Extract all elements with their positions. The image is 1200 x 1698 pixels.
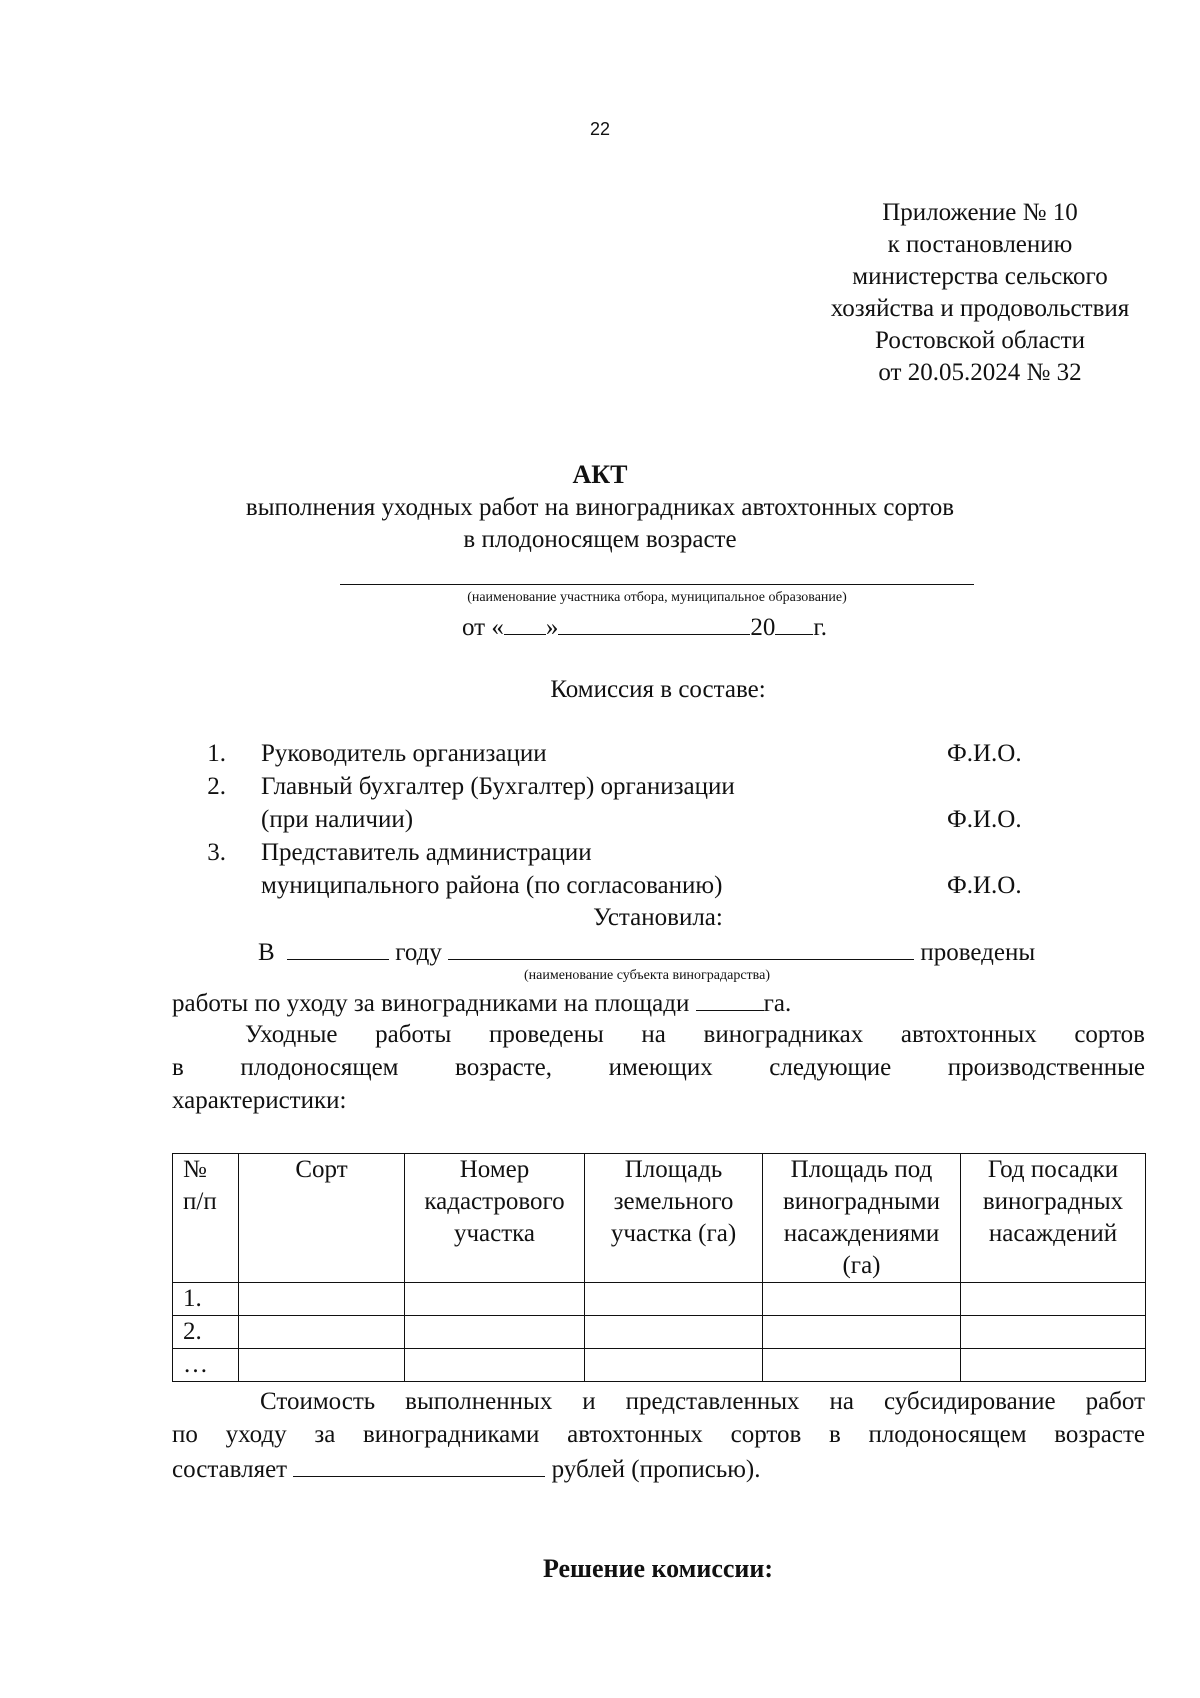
member-row-continued (0, 804, 1200, 837)
paragraph-2-line2: по уходу за виноградниками автохтонных сортов в плодоносящем возрасте (172, 1421, 1145, 1448)
table-row (173, 1349, 1146, 1382)
page-number: 22 (589, 119, 611, 139)
participant-caption: (наименование участника отбора, муниципальное образование) (467, 590, 847, 605)
act-title (0, 458, 1200, 556)
table-cell (239, 1349, 405, 1382)
decision-heading: Решение комиссии: (542, 1554, 774, 1583)
member-role: (при наличии) (261, 806, 414, 833)
table-cell (585, 1283, 763, 1316)
table-cell (763, 1316, 961, 1349)
row-number: … (173, 1349, 239, 1382)
member-row (0, 771, 1200, 804)
member-fio: Ф.И.О. (947, 740, 1022, 767)
member-fio: Ф.И.О. (947, 872, 1022, 899)
member-number: 1. (207, 740, 226, 767)
paragraph-2-line1: Стоимость выполненных и представленных на субсидирование работ (260, 1388, 1145, 1415)
member-row-continued (0, 870, 1200, 903)
member-number: 2. (207, 773, 226, 800)
table-cell (239, 1316, 405, 1349)
appendix-header (710, 197, 1200, 389)
table-cell (763, 1349, 961, 1382)
appendix-line: к постановлению (887, 231, 1073, 258)
table-cell (405, 1283, 585, 1316)
column-header: Площадь под виноградными насаждениями (га) (763, 1154, 961, 1283)
table-header-row (173, 1154, 1146, 1283)
table-cell (585, 1316, 763, 1349)
member-role: Представитель администрации (261, 839, 592, 866)
carried-word: проведены (920, 939, 1036, 966)
appendix-line: хозяйства и продовольствия (830, 295, 1130, 322)
cost-prefix: составляет (172, 1456, 288, 1483)
paragraph-1-line3: характеристики: (172, 1087, 347, 1114)
in-word: В (258, 939, 275, 966)
date-mid: » (545, 614, 559, 641)
area-text: работы по уходу за виноградниками на площади (172, 990, 690, 1017)
column-header: № п/п (173, 1154, 239, 1283)
table-row (173, 1283, 1146, 1316)
table-cell (405, 1316, 585, 1349)
member-fio: Ф.И.О. (947, 806, 1022, 833)
table-cell (763, 1283, 961, 1316)
appendix-line: Ростовской области (875, 327, 1085, 354)
paragraph-1-line1: Уходные работы проведены на виноградниках автохтонных сортов (245, 1021, 1145, 1048)
member-role: Главный бухгалтер (Бухгалтер) организации (261, 773, 735, 800)
date-suffix: г. (813, 614, 828, 641)
characteristics-table (172, 1153, 1146, 1382)
date-year-prefix: 20 (750, 614, 776, 641)
act-subtitle-line2: в плодоносящем возрасте (463, 526, 737, 553)
member-row (0, 837, 1200, 870)
table-cell (585, 1349, 763, 1382)
cost-suffix: рублей (прописью). (551, 1456, 761, 1483)
year-word: году (395, 939, 442, 966)
table-cell (405, 1349, 585, 1382)
member-role: Руководитель организации (261, 740, 547, 767)
member-role: муниципального района (по согласованию) (261, 872, 723, 899)
column-header: Площадь земельного участка (га) (585, 1154, 763, 1283)
member-number: 3. (207, 839, 226, 866)
table-cell (239, 1283, 405, 1316)
area-unit: га. (763, 990, 792, 1017)
row-number: 1. (173, 1283, 239, 1316)
area-line (172, 986, 791, 1020)
member-row (0, 738, 1200, 771)
appendix-line: Приложение № 10 (882, 199, 1078, 226)
table-cell (961, 1316, 1146, 1349)
established-heading: Установила: (593, 904, 723, 931)
established-line (258, 935, 1035, 969)
act-subtitle-line1: выполнения уходных работ на виноградниках автохтонных сортов (245, 494, 955, 521)
row-number: 2. (173, 1316, 239, 1349)
table-cell (961, 1349, 1146, 1382)
table-row (173, 1316, 1146, 1349)
appendix-line: министерства сельского (852, 263, 1108, 290)
table-cell (961, 1283, 1146, 1316)
date-line (462, 610, 827, 644)
participant-blank-line (340, 584, 974, 585)
act-heading: АКТ (572, 460, 628, 489)
date-prefix: от « (462, 614, 504, 641)
column-header: Год посадки виноградных насаждений (961, 1154, 1146, 1283)
column-header: Номер кадастрового участка (405, 1154, 585, 1283)
paragraph-2-line3 (172, 1452, 760, 1486)
column-header: Сорт (239, 1154, 405, 1283)
subject-caption: (наименование субъекта виноградарства) (524, 968, 770, 983)
appendix-line: от 20.05.2024 № 32 (878, 359, 1082, 386)
commission-heading: Комиссия в составе: (550, 676, 766, 703)
paragraph-1-line2: в плодоносящем возрасте, имеющих следующие производственные (172, 1054, 1145, 1081)
